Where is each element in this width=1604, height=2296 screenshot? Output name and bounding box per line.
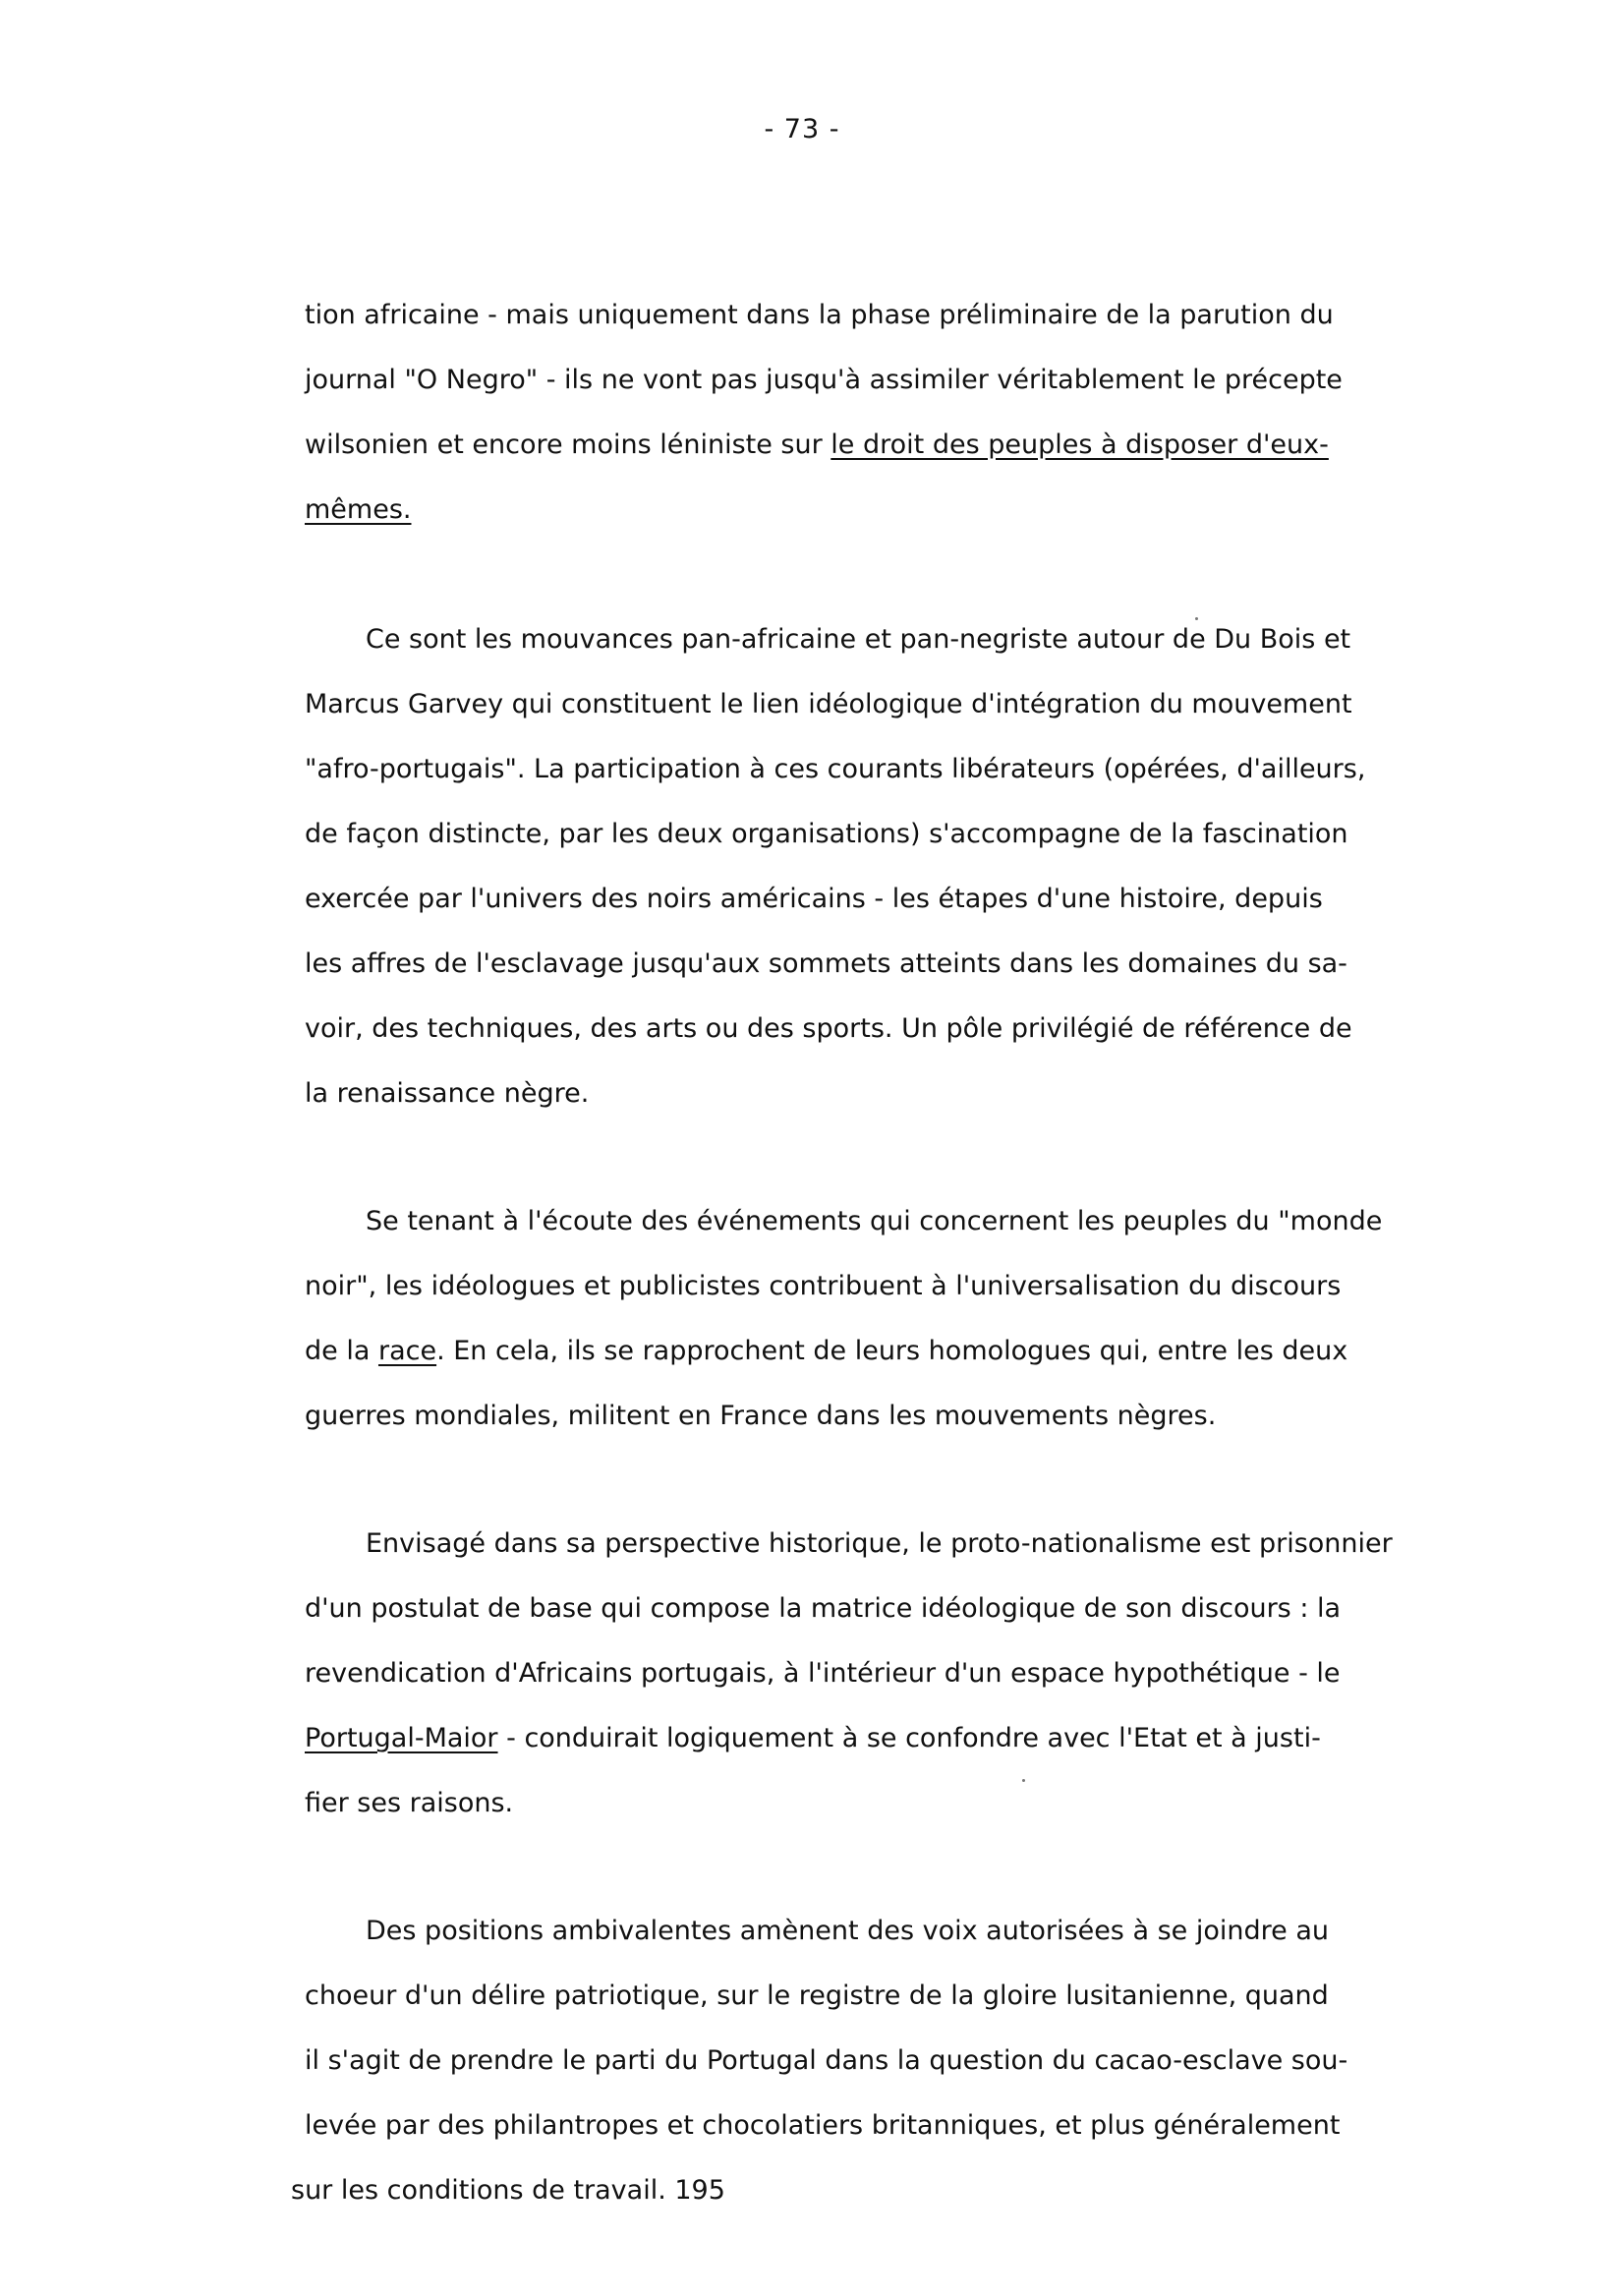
text-line (305, 1319, 1523, 1384)
text-line: choeur d'un délire patriotique, sur le registre de la gloire lusitanienne, quand (305, 1980, 1329, 2011)
underlined-phrase: Portugal-Maior (305, 1723, 498, 1753)
text-line (305, 478, 1523, 543)
text-line: voir, des techniques, des arts ou des sports. Un pôle privilégié de référence de (305, 1013, 1352, 1044)
underlined-phrase: race (377, 1336, 437, 1366)
text-line: journal "O Negro" - ils ne vont pas jusqu'à assimiler véritablement le précepte (305, 365, 1343, 395)
paragraph-3 (305, 1189, 1523, 1449)
text-line: fier ses raisons. (305, 1788, 514, 1818)
text-line (305, 1706, 1523, 1771)
text-line: levée par des philantropes et chocolatiers britanniques, et plus généralement (305, 2110, 1341, 2141)
text-line: guerres mondiales, militent en France dans les mouvements nègres. (305, 1401, 1217, 1431)
text-segment: . En cela, ils se rapprochent de leurs homologues qui, entre les deux (436, 1336, 1348, 1366)
text-line: les affres de l'esclavage jusqu'aux sommets atteints dans les domaines du sa- (305, 948, 1347, 979)
text-line: de façon distincte, par les deux organisations) s'accompagne de la fascination (305, 819, 1348, 849)
scan-speck (1195, 617, 1198, 620)
paragraph-4 (305, 1512, 1523, 1836)
text-line: d'un postulat de base qui compose la matrice idéologique de son discours : la (305, 1593, 1342, 1624)
page-number: - 73 - (764, 114, 840, 144)
scan-speck (1022, 1779, 1025, 1782)
underlined-phrase: mêmes. (305, 494, 412, 525)
text-line: revendication d'Africains portugais, à l'intérieur d'un espace hypothétique - le (305, 1658, 1341, 1689)
text-line: la renaissance nègre. (305, 1078, 590, 1109)
paragraph-1 (305, 283, 1523, 543)
paragraph-2 (305, 607, 1523, 1126)
text-segment: wilsonien et encore moins léniniste sur (305, 430, 831, 460)
text-line (305, 413, 1523, 478)
text-line: noir", les idéologues et publicistes contribuent à l'universalisation du discours (305, 1271, 1342, 1301)
text-segment: de la (305, 1336, 378, 1366)
text-line: tion africaine - mais uniquement dans la phase préliminaire de la parution du (305, 300, 1334, 330)
underlined-phrase: le droit des peuples à disposer d'eux- (831, 430, 1329, 460)
text-line: Ce sont les mouvances pan-africaine et pan-negriste autour de Du Bois et (366, 624, 1351, 655)
text-segment: - conduirait logiquement à se confondre avec l'Etat et à justi- (497, 1723, 1321, 1753)
text-line: il s'agit de prendre le parti du Portugal dans la question du cacao-esclave sou- (305, 2045, 1348, 2076)
text-line: Des positions ambivalentes amènent des voix autorisées à se joindre au (366, 1916, 1329, 1946)
text-line: "afro-portugais". La participation à ces courants libérateurs (opérées, d'ailleurs, (305, 754, 1366, 784)
text-line: sur les conditions de travail. 195 (291, 2175, 725, 2206)
text-line: Se tenant à l'écoute des événements qui concernent les peuples du "monde (366, 1206, 1383, 1236)
paragraph-5 (291, 1899, 1523, 2223)
text-line: exercée par l'univers des noirs américains - les étapes d'une histoire, depuis (305, 884, 1323, 914)
text-line: Envisagé dans sa perspective historique, le proto-nationalisme est prisonnier (366, 1528, 1393, 1559)
text-line: Marcus Garvey qui constituent le lien idéologique d'intégration du mouvement (305, 689, 1352, 719)
